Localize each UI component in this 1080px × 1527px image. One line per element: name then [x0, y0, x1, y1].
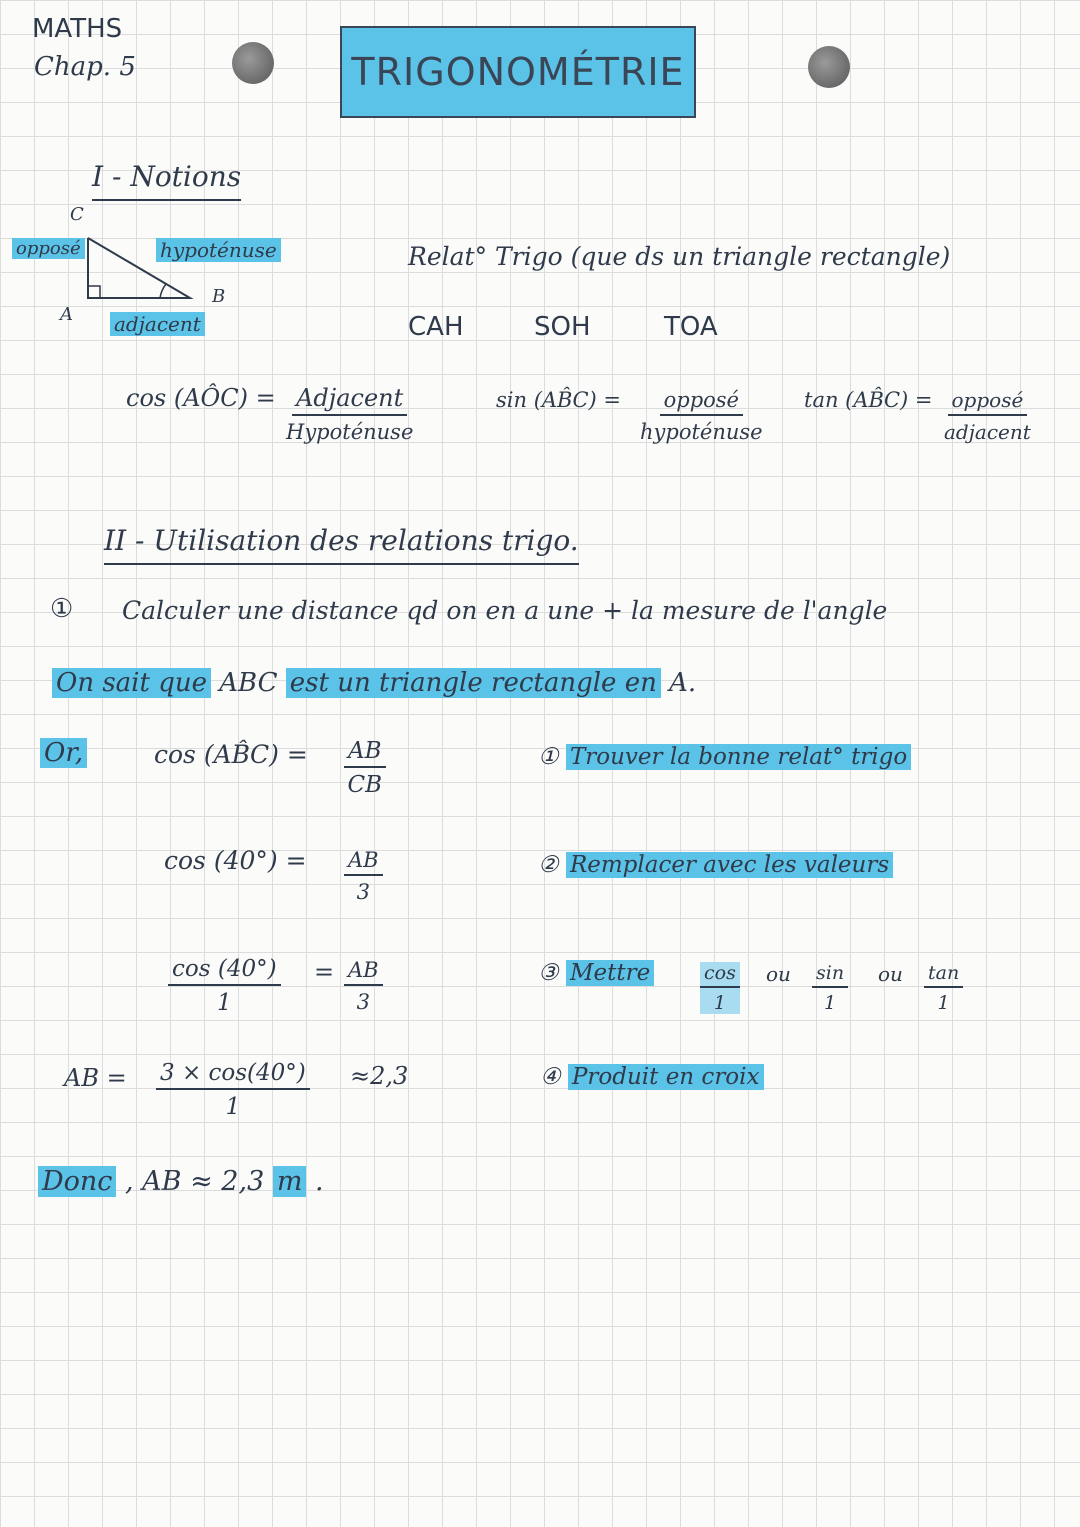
eq3-equals: = — [314, 958, 335, 986]
step-3-marker: ③ — [538, 960, 559, 986]
cos-numerator: Adjacent — [292, 384, 407, 416]
step-4-text: Produit en croix — [568, 1064, 764, 1090]
eq2-fraction — [344, 848, 383, 904]
step-1 — [538, 744, 911, 770]
step-4 — [540, 1064, 764, 1090]
on-sait-highlight: On sait que — [52, 668, 211, 698]
eq3-right-fraction — [344, 958, 383, 1014]
eq4-approx: ≈2,3 — [350, 1062, 409, 1090]
eq3-left-fraction — [168, 956, 281, 1016]
step-2-text: Remplacer avec les valeurs — [566, 852, 893, 878]
tan-denominator: adjacent — [944, 420, 1031, 444]
eq2-numerator: AB — [344, 848, 383, 876]
tan-numerator: opposé — [948, 388, 1028, 416]
on-sait-abc: ABC — [219, 668, 278, 698]
on-sait-end: A. — [669, 668, 697, 698]
sin-formula-lhs: sin (AB̂C) = — [496, 388, 622, 412]
step-2-marker: ② — [538, 852, 559, 878]
mettre-cos-den: 1 — [713, 992, 726, 1014]
vertex-c: C — [70, 204, 84, 225]
relations-title: Relat° Trigo (que ds un triangle rectangle) — [408, 242, 951, 271]
step-1-text: Trouver la bonne relat° trigo — [566, 744, 911, 770]
step-4-marker: ④ — [540, 1064, 561, 1090]
sin-formula-fraction — [640, 388, 763, 444]
section1-heading: I - Notions — [92, 160, 241, 201]
punch-hole-left — [232, 42, 274, 84]
mnemonic-cah: CAH — [408, 312, 464, 342]
item-description: Calculer une distance qd on en a une + la mesure de l'angle — [122, 596, 888, 625]
eq1-denominator: CB — [347, 772, 382, 798]
label-adjacent: adjacent — [110, 312, 205, 336]
eq1-numerator: AB — [344, 738, 386, 768]
or-label: Or, — [40, 738, 87, 768]
eq3-left-denominator: 1 — [216, 990, 232, 1016]
mettre-tan-fraction — [924, 962, 963, 1014]
sin-denominator: hypoténuse — [640, 420, 763, 444]
step-1-marker: ① — [538, 744, 559, 770]
conclusion-expression: , AB ≈ 2,3 — [125, 1166, 265, 1197]
on-sait-line — [52, 668, 696, 698]
eq4-fraction — [156, 1060, 310, 1120]
vertex-a: A — [60, 304, 73, 325]
tan-formula-lhs: tan (AB̂C) = — [804, 388, 933, 412]
mettre-or-2: ou — [878, 962, 903, 986]
eq2-lhs: cos (40°) = — [164, 846, 307, 875]
eq1-fraction — [344, 738, 386, 798]
cos-denominator: Hypoténuse — [286, 420, 414, 444]
mettre-tan-num: tan — [924, 962, 963, 988]
sin-numerator: opposé — [660, 388, 743, 416]
vertex-b: B — [212, 286, 226, 307]
label-oppose: opposé — [12, 238, 85, 259]
mnemonic-soh: SOH — [534, 312, 591, 342]
step-2 — [538, 852, 893, 878]
mettre-cos-num: cos — [700, 962, 740, 988]
eq1-lhs: cos (AB̂C) = — [154, 740, 308, 769]
item-marker: ① — [50, 594, 74, 624]
conclusion-unit: m — [273, 1166, 307, 1197]
eq3-left-numerator: cos (40°) — [168, 956, 281, 986]
mettre-cos-fraction — [700, 962, 740, 1014]
mettre-sin-num: sin — [812, 962, 848, 988]
conclusion-line — [38, 1166, 324, 1197]
on-sait-highlight-2: est un triangle rectangle en — [286, 668, 661, 698]
tan-formula-fraction — [944, 388, 1031, 444]
mettre-sin-den: 1 — [823, 992, 837, 1014]
conclusion-donc: Donc — [38, 1166, 116, 1197]
eq4-lhs: AB = — [64, 1064, 127, 1092]
label-hypotenuse: hypoténuse — [156, 238, 281, 262]
cos-formula-fraction — [286, 384, 413, 444]
eq2-denominator: 3 — [356, 880, 370, 904]
step-3 — [538, 960, 654, 986]
mnemonic-toa: TOA — [664, 312, 718, 342]
mettre-tan-den: 1 — [937, 992, 950, 1014]
mettre-sin-fraction — [812, 962, 848, 1014]
step-3-text: Mettre — [566, 960, 654, 986]
eq3-denominator: 3 — [356, 990, 370, 1014]
subject-label: MATHS — [32, 14, 123, 44]
conclusion-dot: . — [315, 1166, 324, 1197]
cos-formula-lhs: cos (AÔC) = — [126, 384, 276, 412]
chapter-label: Chap. 5 — [34, 52, 136, 82]
eq4-denominator: 1 — [225, 1094, 241, 1120]
page-title: TRIGONOMÉTRIE — [340, 26, 696, 118]
eq3-numerator: AB — [344, 958, 383, 986]
mettre-or-1: ou — [766, 962, 791, 986]
eq4-numerator: 3 × cos(40°) — [156, 1060, 310, 1090]
punch-hole-right — [808, 46, 850, 88]
section2-heading: II - Utilisation des relations trigo. — [104, 524, 579, 565]
